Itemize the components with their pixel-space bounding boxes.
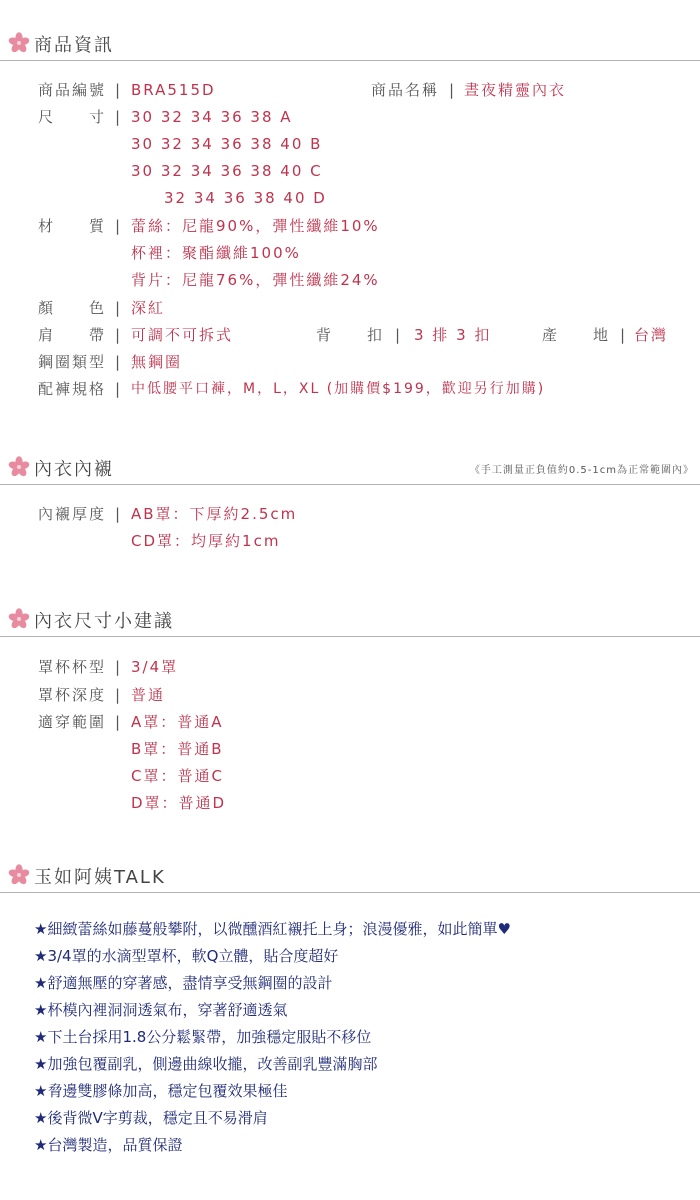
label-code: 商品編號 xyxy=(38,81,107,99)
value-material-lace: 蕾絲：尼龍90%，彈性纖維10% xyxy=(131,217,380,235)
label-name: 商品名稱 xyxy=(371,81,440,99)
value-panty: 中低腰平口褲，M，L，XL (加購價$199，歡迎另行加購) xyxy=(131,381,546,397)
value-color: 深紅 xyxy=(131,299,166,317)
talk-line xyxy=(34,1053,377,1074)
talk-line xyxy=(34,972,332,993)
value-size-a: 30 32 34 36 38 A xyxy=(131,108,293,126)
value-fit-a: A罩：普通A xyxy=(131,713,224,731)
label-strap: 肩 帶 xyxy=(38,326,107,344)
section-header-info xyxy=(0,28,700,58)
flower-icon xyxy=(8,456,30,478)
talk-text: 細緻蕾絲如藤蔓般攀附，以微醺酒紅襯托上身；浪漫優雅，如此簡單 xyxy=(47,920,498,938)
label-fit: 適穿範圍 xyxy=(38,713,107,731)
label-cup-depth: 罩杯深度 xyxy=(38,686,107,704)
separator: | xyxy=(115,217,123,235)
row-strap xyxy=(0,324,700,346)
value-wire: 無鋼圈 xyxy=(131,353,183,371)
value-material-back: 背片：尼龍76%，彈性纖維24% xyxy=(131,271,380,289)
separator: | xyxy=(395,326,403,344)
section-title: 玉如阿姨TALK xyxy=(34,867,166,888)
divider xyxy=(0,60,700,61)
label-color: 顏 色 xyxy=(38,299,107,317)
talk-line xyxy=(34,918,511,939)
star-icon: ★ xyxy=(34,947,48,965)
separator: | xyxy=(449,81,457,99)
talk-line xyxy=(34,1080,287,1101)
separator: | xyxy=(115,380,123,398)
talk-text: 加強包覆副乳，側邊曲線收攏，改善副乳豐滿胸部 xyxy=(47,1055,378,1073)
label-cup-type: 罩杯杯型 xyxy=(38,658,107,676)
talk-text: 後背微V字剪裁，穩定且不易滑肩 xyxy=(47,1109,268,1127)
talk-line xyxy=(34,1026,371,1047)
talk-line xyxy=(34,1107,268,1128)
talk-line xyxy=(34,1134,182,1155)
talk-text: 舒適無壓的穿著感，盡情享受無鋼圈的設計 xyxy=(47,974,333,992)
label-origin: 產 地 xyxy=(542,326,611,344)
label-lining: 內襯厚度 xyxy=(38,505,107,523)
divider xyxy=(0,892,700,893)
value-size-b: 30 32 34 36 38 40 B xyxy=(131,135,323,153)
separator: | xyxy=(115,713,123,731)
value-lining-cd: CD罩：均厚約1cm xyxy=(131,532,281,550)
talk-text: 3/4罩的水滴型罩杯，軟Q立體，貼合度超好 xyxy=(47,947,339,965)
flower-icon xyxy=(8,864,30,886)
measurement-note: 《手工測量正負值約0.5-1cm為正常範圍內》 xyxy=(469,465,694,476)
separator: | xyxy=(115,686,123,704)
value-fit-d: D罩：普通D xyxy=(131,794,227,812)
separator: | xyxy=(115,299,123,317)
label-wire: 鋼圈類型 xyxy=(38,353,107,371)
star-icon: ★ xyxy=(34,1055,48,1073)
label-size: 尺 寸 xyxy=(38,108,107,126)
star-icon: ★ xyxy=(34,1136,48,1154)
value-material-cup: 杯裡：聚酯纖維100% xyxy=(131,244,301,262)
value-origin: 台灣 xyxy=(634,326,669,344)
divider xyxy=(0,484,700,485)
talk-line xyxy=(34,945,338,966)
separator: | xyxy=(115,108,123,126)
separator: | xyxy=(115,353,123,371)
section-header-talk xyxy=(0,860,700,890)
value-cup-depth: 普通 xyxy=(131,686,166,704)
talk-line xyxy=(34,999,287,1020)
star-icon: ★ xyxy=(34,1001,48,1019)
talk-text: 下土台採用1.8公分鬆緊帶，加強穩定服貼不移位 xyxy=(47,1028,372,1046)
talk-text: 脅邊雙膠條加高，穩定包覆效果極佳 xyxy=(47,1082,288,1100)
separator: | xyxy=(115,505,123,523)
value-fit-b: B罩：普通B xyxy=(131,740,224,758)
value-lining-ab: AB罩：下厚約2.5cm xyxy=(131,505,298,523)
section-title: 商品資訊 xyxy=(34,35,114,56)
value-cup-type: 3/4罩 xyxy=(131,658,179,676)
divider xyxy=(0,636,700,637)
star-icon: ★ xyxy=(34,974,48,992)
row-product-code xyxy=(0,79,700,101)
star-icon: ★ xyxy=(34,1028,48,1046)
value-strap: 可調不可拆式 xyxy=(131,326,234,344)
separator: | xyxy=(115,81,123,99)
value-code: BRA515D xyxy=(131,81,216,99)
section-title: 內衣內襯 xyxy=(34,459,114,480)
flower-icon xyxy=(8,32,30,54)
value-fit-c: C罩：普通C xyxy=(131,767,224,785)
section-header-size xyxy=(0,604,700,634)
value-name: 晝夜精靈內衣 xyxy=(464,81,567,99)
label-hook: 背 扣 xyxy=(316,326,385,344)
star-icon: ★ xyxy=(34,1109,48,1127)
label-panty: 配褲規格 xyxy=(38,380,107,398)
section-header-lining xyxy=(0,452,700,482)
flower-icon xyxy=(8,608,30,630)
row-sizes xyxy=(0,106,700,128)
separator: | xyxy=(115,658,123,676)
value-size-c: 30 32 34 36 38 40 C xyxy=(131,162,323,180)
section-title: 內衣尺寸小建議 xyxy=(34,611,174,632)
heart-icon: ♥ xyxy=(497,920,511,938)
star-icon: ★ xyxy=(34,1082,48,1100)
separator: | xyxy=(115,326,123,344)
label-material: 材 質 xyxy=(38,217,107,235)
value-hook: 3 排 3 扣 xyxy=(414,326,492,344)
talk-text: 台灣製造，品質保證 xyxy=(47,1136,183,1154)
separator: | xyxy=(620,326,628,344)
value-size-d: 32 34 36 38 40 D xyxy=(164,189,327,207)
talk-text: 杯模內裡洞洞透氣布，穿著舒適透氣 xyxy=(47,1001,288,1019)
star-icon: ★ xyxy=(34,920,48,938)
